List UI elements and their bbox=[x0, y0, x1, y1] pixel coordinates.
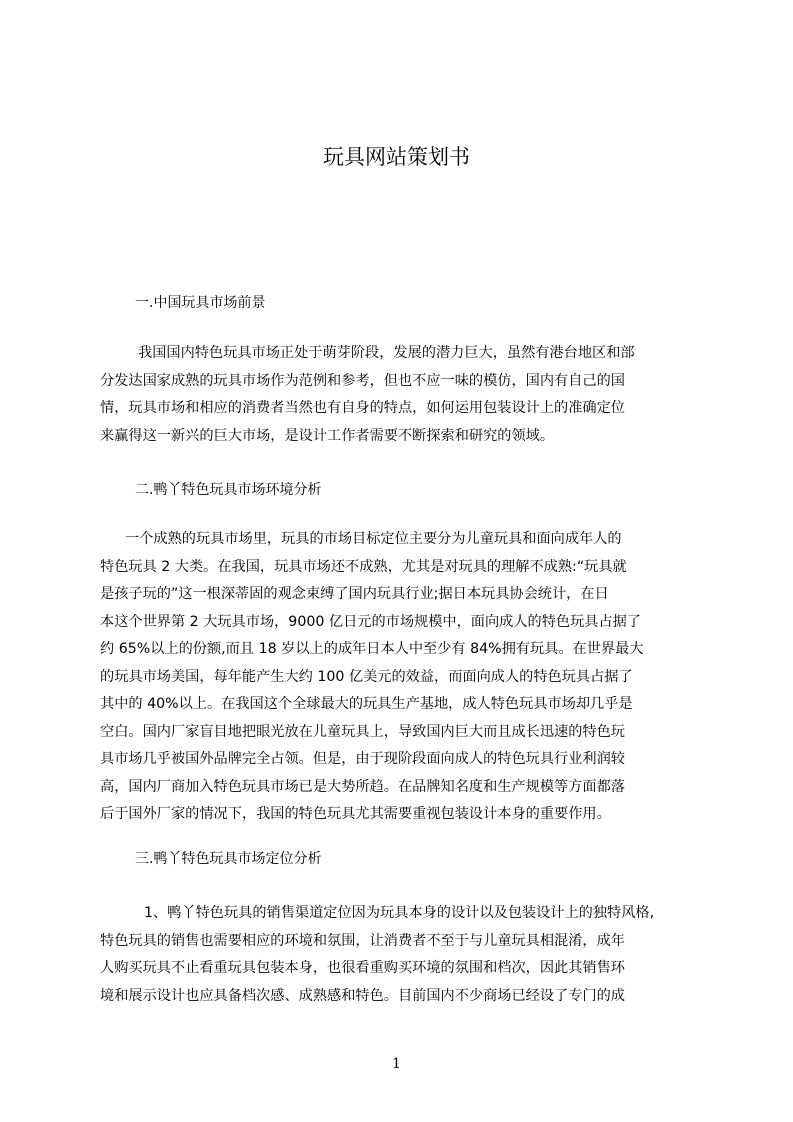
paragraph-line: 分发达国家成熟的玩具市场作为范例和参考，但也不应一味的模仿，国内有自己的国 bbox=[100, 372, 625, 389]
paragraph-line: 境和展示设计也应具备档次感、成熟感和特色。目前国内不少商场已经设了专门的成 bbox=[100, 987, 625, 1004]
section-3-paragraph bbox=[100, 900, 704, 1010]
paragraph-line: 本这个世界第 2 大玩具市场，9000 亿日元的市场规模中，面向成人的特色玩具占据了 bbox=[100, 613, 642, 630]
paragraph-line: 特色玩具 2 大类。在我国，玩具市场还不成熟，尤其是对玩具的理解不成熟:“玩具就 bbox=[100, 558, 627, 575]
paragraph-line: 1、鸭丫特色玩具的销售渠道定位因为玩具本身的设计以及包装设计上的独特风格, bbox=[144, 905, 655, 921]
paragraph-line: 约 65%以上的份额,而且 18 岁以上的成年日本人中至少有 84%拥有玩具。在世界最大 bbox=[100, 641, 644, 657]
paragraph-line: 是孩子玩的”这一根深蒂固的观念束缚了国内玩具行业;据日本玩具协会统计，在日 bbox=[100, 586, 609, 602]
paragraph-line: 人购买玩具不止看重玩具包装本身，也很看重购买环境的氛围和档次，因此其销售环 bbox=[100, 960, 625, 976]
paragraph-line: 具市场几乎被国外品牌完全占领。但是，由于现阶段面向成人的特色玩具行业利润较 bbox=[100, 751, 625, 767]
paragraph-line: 一个成熟的玩具市场里，玩具的市场目标定位主要分为儿童玩具和面向成年人的 bbox=[125, 531, 622, 547]
section-heading-2: 二.鸭丫特色玩具市场环境分析 bbox=[135, 482, 322, 498]
paragraph-line: 特色玩具的销售也需要相应的环境和氛围，让消费者不至于与儿童玩具相混淆，成年 bbox=[100, 932, 625, 949]
page-number: 1 bbox=[392, 1056, 401, 1072]
section-1-paragraph bbox=[100, 340, 704, 450]
section-heading-3: 三.鸭丫特色玩具市场定位分析 bbox=[135, 851, 322, 867]
paragraph-line: 空白。国内厂家盲目地把眼光放在儿童玩具上，导致国内巨大而且成长迅速的特色玩 bbox=[100, 723, 625, 740]
paragraph-line: 我国国内特色玩具市场正处于萌芽阶段，发展的潜力巨大，虽然有港台地区和部 bbox=[138, 345, 635, 361]
paragraph-line: 情，玩具市场和相应的消费者当然也有自身的特点，如何运用包装设计上的准确定位 bbox=[100, 400, 625, 416]
document-title: 玩具网站策划书 bbox=[323, 145, 470, 169]
section-2-paragraph bbox=[100, 526, 704, 829]
paragraph-line: 的玩具市场美国，每年能产生大约 100 亿美元的效益，而面向成人的特色玩具占据了 bbox=[100, 668, 633, 685]
section-heading-1: 一.中国玩具市场前景 bbox=[135, 295, 266, 311]
paragraph-line: 后于国外厂家的情况下，我国的特色玩具尤其需要重视包装设计本身的重要作用。 bbox=[100, 806, 611, 822]
paragraph-line: 来赢得这一新兴的巨大市场，是设计工作者需要不断探索和研究的领域。 bbox=[100, 427, 555, 444]
paragraph-line: 高，国内厂商加入特色玩具市场已是大势所趋。在品牌知名度和生产规模等方面都落 bbox=[100, 778, 625, 795]
paragraph-line: 其中的 40%以上。在我国这个全球最大的玩具生产基地，成人特色玩具市场却几乎是 bbox=[100, 696, 633, 712]
